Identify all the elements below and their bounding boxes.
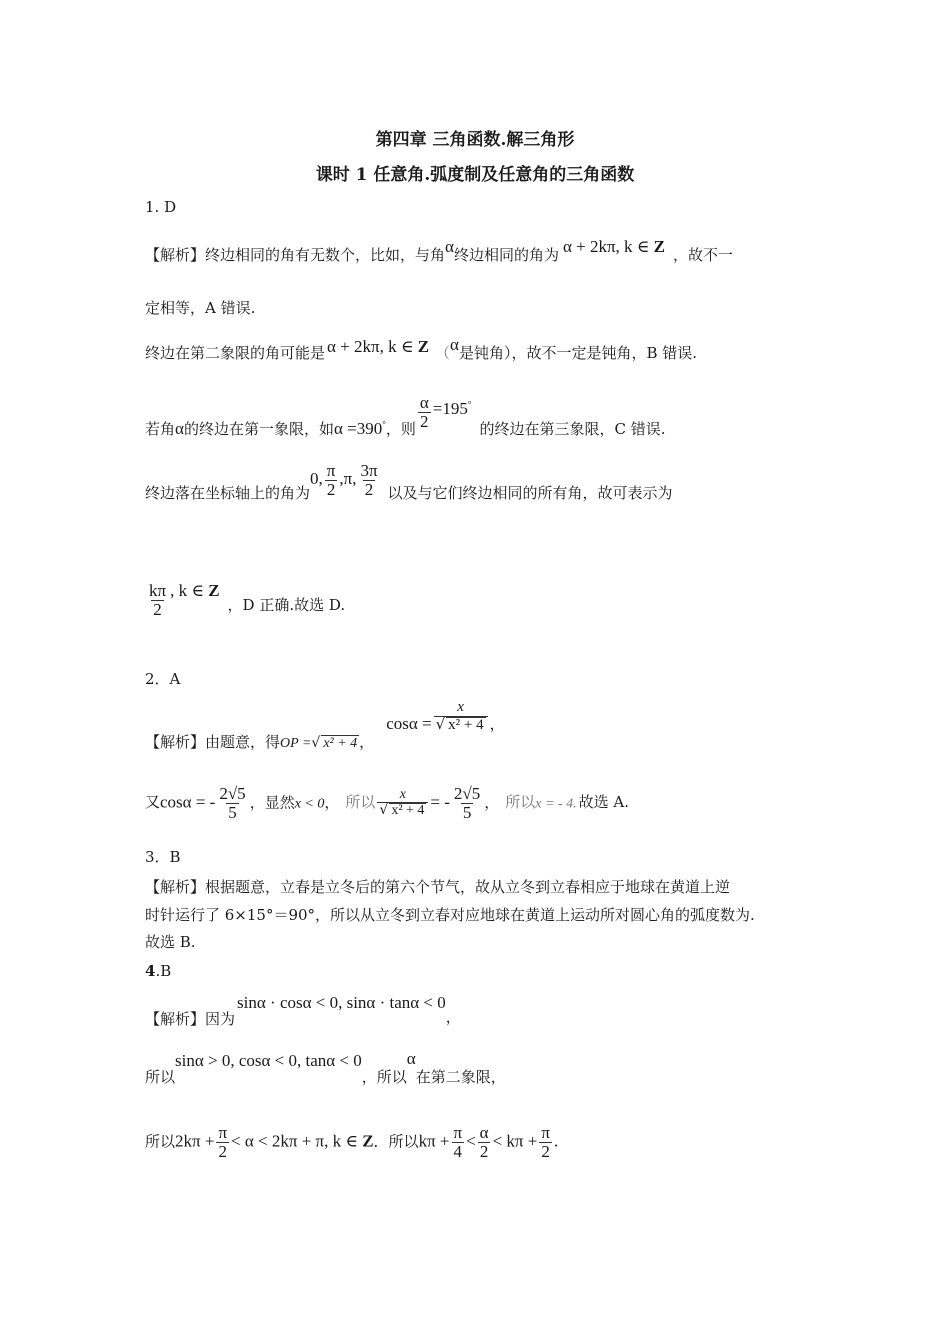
q1-line1: 【解析】终边相同的角有无数个，比如，与角α终边相同的角为 α + 2kπ, k ∈ Z ，故不一	[145, 237, 733, 264]
q1-formula-2: α + 2kπ, k ∈ Z	[327, 337, 430, 356]
q2-line2: 又cosα = - $\frac{2√5}{5}$ ，显然x < 0， 所以 $\frac{x}{\text{√ x² + 4}}$ = - $\frac{2√5}{5}$ ， 所以x = - 4. 故选 A.	[145, 784, 629, 822]
q1-line3: 终边在第二象限的角可能是 α + 2kπ, k ∈ Z （α是钝角），故不一定是钝角，B 错误.	[145, 335, 698, 362]
alpha-symbol: α	[445, 237, 454, 256]
kpi-over-2: $\frac{k\pi}{2}$	[149, 581, 167, 619]
q3-line3: 故选 B.	[145, 933, 196, 951]
q4-condition: sinα · cosα < 0, sinα · tanα < 0	[237, 993, 446, 1012]
analysis-tag: 【解析】	[145, 246, 206, 264]
q4-line3: 所以2kπ + $\frac{\pi}{2}$ < α < 2kπ + π, k ∈ Z．所以kπ + $\frac{\pi}{4}$ < $\frac{\alpha}{2}$ < kπ + $\frac{\pi}{2}$ .	[145, 1123, 559, 1161]
q2-answer: 2．A	[145, 670, 181, 688]
q1-formula: α + 2kπ, k ∈ Z	[562, 237, 665, 256]
q1-line2: 定相等，A 错误.	[145, 299, 256, 317]
q2-line1: 【解析】由题意，得OP =√ x² + 4 ，cosα = $\frac{x}{\text{√ x² + 4}}$ ，	[145, 699, 505, 751]
q1-line5: 终边落在坐标轴上的角为0, $\frac{\pi}{2}$ ,π, $\frac{3\pi}{2}$ 以及与它们终边相同的所有角，故可表示为	[145, 461, 673, 503]
q3-line1: 【解析】根据题意，立春是立冬后的第六个节气，故从立冬到立春相应于地球在黄道上逆	[145, 878, 731, 896]
q4-line2: 所以sinα > 0, cosα < 0, tanα < 0，所以α在第二象限，	[145, 1049, 506, 1086]
q1-line4: 若角α的终边在第一象限，如α =390°，则 $\frac{\alpha}{2}$ =195°的终边在第三象限，C 错误.	[145, 393, 666, 439]
q3-answer: 3．B	[145, 848, 181, 866]
chapter-title: 第四章 三角函数.解三角形	[375, 130, 575, 150]
alpha-over-2: $\frac{\alpha}{2}$	[419, 393, 429, 431]
q1-answer: 1. D	[145, 198, 177, 216]
q1-line6: $\frac{k\pi}{2}$ , k ∈ Z，D 正确.故选 D.	[149, 581, 346, 619]
q4-line1: 【解析】因为sinα · cosα < 0, sinα · tanα < 0，	[145, 993, 461, 1028]
q3-line2: 时针运行了 6×15°＝90°，所以从立冬到立春对应地球在黄道上运动所对圆心角的弧度数为.	[145, 906, 755, 924]
lesson-title: 课时 1 任意角.弧度制及任意角的三角函数	[315, 165, 635, 185]
q4-answer: 4.B	[145, 962, 172, 980]
